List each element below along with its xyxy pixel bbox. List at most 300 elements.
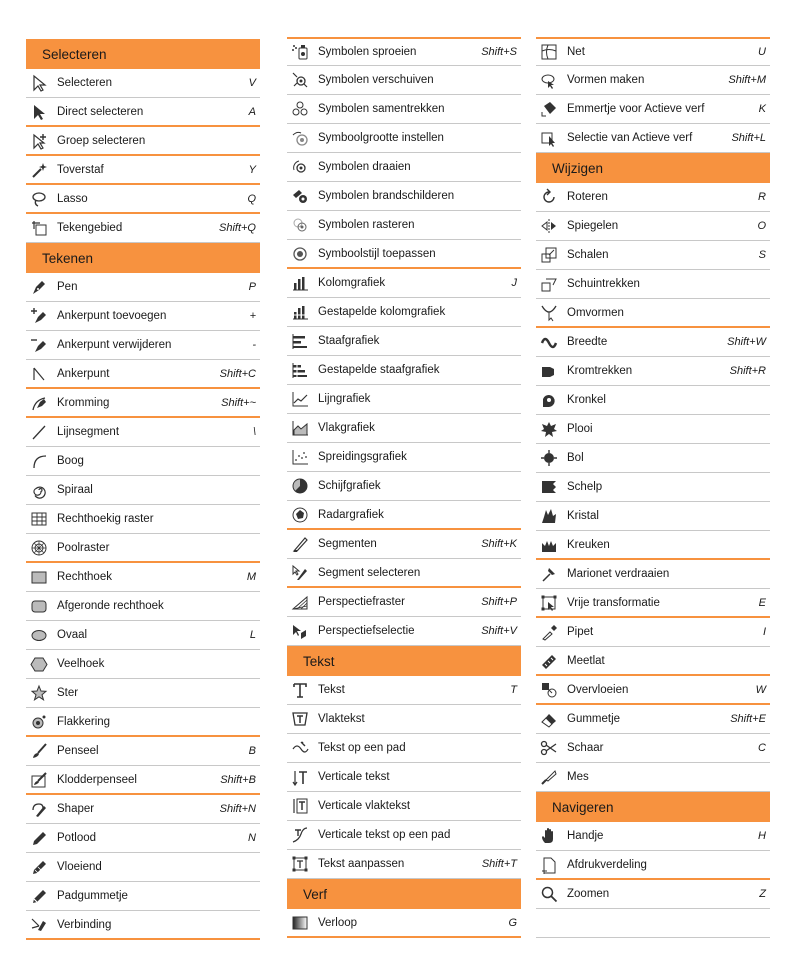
tool-label: Schijfgrafiek xyxy=(318,480,381,492)
print-tiling-icon xyxy=(539,855,559,875)
tool-row xyxy=(536,734,770,763)
width-icon xyxy=(539,332,559,352)
shortcut-key: Shift+V xyxy=(481,625,517,637)
tool-label: Flakkering xyxy=(57,715,111,728)
tool-row xyxy=(26,882,260,911)
shortcut-key: Shift+Q xyxy=(219,222,256,234)
tool-label: Lijngrafiek xyxy=(318,393,371,405)
shortcut-key: \ xyxy=(252,426,256,438)
magic-wand-icon xyxy=(29,160,49,180)
tool-label: Padgummetje xyxy=(57,890,128,902)
shortcut-key: Shift+~ xyxy=(221,396,256,409)
crystallize-icon xyxy=(539,506,559,526)
tool-row xyxy=(26,476,260,505)
polygon-icon xyxy=(29,654,49,674)
rotate-icon xyxy=(539,187,559,207)
tool-label: Potlood xyxy=(57,832,97,844)
measure-icon xyxy=(539,651,559,671)
tool-label: Gestapelde kolomgrafiek xyxy=(318,306,446,318)
pucker-icon xyxy=(539,419,559,439)
section-header: Selecteren xyxy=(26,39,260,69)
tool-row xyxy=(287,211,521,240)
tool-row xyxy=(26,418,260,447)
shortcut-key: Shift+R xyxy=(729,365,766,377)
shortcut-key: U xyxy=(758,46,766,58)
tool-label: Verloop xyxy=(318,916,358,929)
tool-label: Vormen maken xyxy=(567,74,645,86)
symbol-screener-icon xyxy=(290,215,310,235)
shortcut-key: Shift+K xyxy=(481,538,517,550)
line-segment-icon xyxy=(29,422,49,442)
tool-row xyxy=(287,559,521,588)
line-graph-icon xyxy=(290,389,310,409)
tool-label: Verticale tekst xyxy=(318,771,390,783)
eraser-icon xyxy=(539,709,559,729)
tool-row xyxy=(26,708,260,737)
polar-grid-icon xyxy=(29,538,49,558)
tool-label: Schelp xyxy=(567,481,603,493)
tool-row xyxy=(287,821,521,850)
symbol-styler-icon xyxy=(290,244,310,264)
tool-row xyxy=(287,124,521,153)
tool-row xyxy=(287,95,521,124)
tool-label: Tekengebied xyxy=(57,222,123,234)
tool-label: Pipet xyxy=(567,626,594,638)
tool-row xyxy=(287,298,521,327)
tool-label: Penseel xyxy=(57,745,99,757)
group-selection-icon xyxy=(29,131,49,151)
tool-row xyxy=(287,182,521,211)
tool-label: Vlaktekst xyxy=(318,713,365,725)
tool-label: Kronkel xyxy=(567,394,606,406)
shortcut-key: Shift+C xyxy=(219,367,256,380)
tool-label: Vrije transformatie xyxy=(567,596,660,609)
tool-label: Lasso xyxy=(57,192,88,205)
paintbrush-icon xyxy=(29,741,49,761)
tool-row xyxy=(26,447,260,476)
tool-label: Gestapelde staafgrafiek xyxy=(318,364,440,376)
tool-row xyxy=(536,95,770,124)
symbol-sprayer-icon xyxy=(290,42,310,62)
symbol-sizer-icon xyxy=(290,128,310,148)
rounded-rectangle-icon xyxy=(29,596,49,616)
tool-label: Direct selecteren xyxy=(57,105,144,118)
blob-brush-icon xyxy=(29,770,49,790)
tool-row xyxy=(26,360,260,389)
add-anchor-icon xyxy=(29,306,49,326)
tool-row xyxy=(287,66,521,95)
tool-label: Klodderpenseel xyxy=(57,773,137,786)
shortcut-key: Shift+T xyxy=(481,858,517,870)
shortcut-key: Shift+P xyxy=(481,596,517,608)
tool-row xyxy=(26,505,260,534)
tool-label: Kromtrekken xyxy=(567,365,633,377)
shortcut-key: Shift+W xyxy=(727,336,766,348)
tool-label: Rechthoek xyxy=(57,571,112,583)
symbol-scruncher-icon xyxy=(290,99,310,119)
live-paint-bucket-icon xyxy=(539,99,559,119)
area-type-icon xyxy=(290,709,310,729)
tool-row xyxy=(26,766,260,795)
tool-row xyxy=(26,650,260,679)
tool-row xyxy=(536,386,770,415)
eyedropper-icon xyxy=(539,622,559,642)
arc-icon xyxy=(29,451,49,471)
tool-label: Verticale vlaktekst xyxy=(318,800,411,812)
artboard-icon xyxy=(29,218,49,238)
tool-label: Kromming xyxy=(57,396,110,409)
tool-row xyxy=(287,909,521,938)
tool-label: Symboolgrootte instellen xyxy=(318,132,444,144)
tool-row xyxy=(287,327,521,356)
tool-label: Emmertje voor Actieve verf xyxy=(567,103,705,115)
tool-label: Radargrafiek xyxy=(318,508,384,521)
radar-graph-icon xyxy=(290,505,310,525)
selection-arrow-icon xyxy=(29,73,49,93)
tool-row xyxy=(26,331,260,360)
tool-label: Spreidingsgrafiek xyxy=(318,451,407,463)
tool-label: Kristal xyxy=(567,510,599,522)
tool-row xyxy=(287,240,521,269)
zoom-icon xyxy=(539,884,559,904)
tool-label: Selectie van Actieve verf xyxy=(567,132,693,144)
tool-column-1 xyxy=(26,37,260,940)
tool-label: Selecteren xyxy=(57,77,112,89)
tool-row xyxy=(287,153,521,182)
tool-row xyxy=(536,880,770,909)
tool-row xyxy=(287,530,521,559)
tool-label: Ankerpunt verwijderen xyxy=(57,339,172,351)
shortcut-key: B xyxy=(248,745,256,757)
section-header: Tekst xyxy=(287,646,521,676)
section-header: Wijzigen xyxy=(536,153,770,183)
tool-row xyxy=(536,502,770,531)
column-graph-icon xyxy=(290,273,310,293)
tool-label: Shaper xyxy=(57,803,95,815)
shaper-icon xyxy=(29,799,49,819)
free-transform-icon xyxy=(539,593,559,613)
live-paint-selection-icon xyxy=(539,128,559,148)
perspective-selection-icon xyxy=(290,621,310,641)
symbol-stainer-icon xyxy=(290,186,310,206)
section-header: Navigeren xyxy=(536,792,770,822)
tool-column-3 xyxy=(536,37,770,938)
warp-icon xyxy=(539,361,559,381)
scissors-icon xyxy=(539,738,559,758)
shortcut-key: Shift+N xyxy=(219,803,256,815)
shortcut-key: - xyxy=(252,339,256,351)
tool-label: Boog xyxy=(57,455,84,467)
scatter-graph-icon xyxy=(290,447,310,467)
tool-row xyxy=(287,705,521,734)
tool-row xyxy=(536,444,770,473)
tool-label: Roteren xyxy=(567,191,608,203)
tool-row xyxy=(287,414,521,443)
slice-select-icon xyxy=(290,563,310,583)
ellipse-icon xyxy=(29,625,49,645)
tool-row xyxy=(536,299,770,328)
tool-row xyxy=(26,824,260,853)
tool-label: Schaar xyxy=(567,742,604,754)
tool-row xyxy=(287,356,521,385)
tool-label: Verbinding xyxy=(57,918,112,931)
tool-row xyxy=(536,822,770,851)
reflect-icon xyxy=(539,216,559,236)
rectangle-icon xyxy=(29,567,49,587)
tool-row xyxy=(536,851,770,880)
tool-label: Ster xyxy=(57,687,79,699)
tool-row xyxy=(536,647,770,676)
slice-icon xyxy=(290,534,310,554)
perspective-grid-icon xyxy=(290,592,310,612)
join-icon xyxy=(29,915,49,935)
tool-label: Breedte xyxy=(567,336,608,348)
tool-label: Schuintrekken xyxy=(567,278,640,290)
puppet-warp-icon xyxy=(539,564,559,584)
tool-row xyxy=(536,531,770,560)
tool-row xyxy=(536,241,770,270)
lasso-icon xyxy=(29,189,49,209)
tool-row xyxy=(536,676,770,705)
tool-label: Poolraster xyxy=(57,541,110,554)
pie-graph-icon xyxy=(290,476,310,496)
tool-row xyxy=(536,473,770,502)
shortcut-key: P xyxy=(248,281,256,293)
shortcut-key: K xyxy=(758,103,766,115)
anchor-point-icon xyxy=(29,364,49,384)
scallop-icon xyxy=(539,477,559,497)
tool-row xyxy=(26,127,260,156)
tool-label: Handje xyxy=(567,830,604,842)
tool-label: Perspectiefraster xyxy=(318,596,405,608)
shortcut-key: Y xyxy=(248,163,256,176)
tool-label: Tekst aanpassen xyxy=(318,858,405,870)
shortcut-key: N xyxy=(248,832,256,844)
tool-row xyxy=(287,676,521,705)
direct-selection-icon xyxy=(29,102,49,122)
tool-row xyxy=(287,443,521,472)
tool-row xyxy=(26,795,260,824)
shortcut-key: I xyxy=(762,626,766,638)
tool-label: Symbolen rasteren xyxy=(318,219,415,231)
tool-label: Lijnsegment xyxy=(57,426,120,438)
tool-label: Ankerpunt toevoegen xyxy=(57,310,167,322)
tool-label: Symboolstijl toepassen xyxy=(318,247,436,260)
tool-row xyxy=(536,328,770,357)
tool-label: Marionet verdraaien xyxy=(567,568,670,580)
tool-row xyxy=(536,270,770,299)
stacked-bar-graph-icon xyxy=(290,360,310,380)
tool-label: Symbolen draaien xyxy=(318,161,411,173)
tool-row xyxy=(26,911,260,940)
tool-row xyxy=(287,269,521,298)
shortcut-key: Shift+B xyxy=(220,773,256,786)
shortcut-key: Shift+S xyxy=(481,46,517,58)
empty-row xyxy=(536,909,770,938)
tool-column-2 xyxy=(287,37,521,938)
tool-label: Groep selecteren xyxy=(57,134,146,147)
curvature-icon xyxy=(29,393,49,413)
tool-row xyxy=(536,589,770,618)
tool-label: Ankerpunt xyxy=(57,367,110,380)
shear-icon xyxy=(539,274,559,294)
type-icon xyxy=(290,680,310,700)
shape-builder-icon xyxy=(539,70,559,90)
tool-row xyxy=(536,212,770,241)
reshape-icon xyxy=(539,303,559,323)
touch-type-icon xyxy=(290,854,310,874)
hand-icon xyxy=(539,826,559,846)
tool-label: Kolomgrafiek xyxy=(318,277,386,289)
tool-label: Toverstaf xyxy=(57,163,104,176)
gradient-icon xyxy=(290,913,310,933)
bloat-icon xyxy=(539,448,559,468)
shortcut-key: M xyxy=(246,571,256,583)
tool-label: Ovaal xyxy=(57,629,88,641)
tool-row xyxy=(287,734,521,763)
shortcut-key: V xyxy=(248,77,256,89)
shortcut-key: T xyxy=(510,684,517,696)
tool-label: Zoomen xyxy=(567,888,610,900)
shortcut-key: + xyxy=(249,310,256,322)
tool-row xyxy=(287,763,521,792)
tool-label: Symbolen samentrekken xyxy=(318,103,445,115)
tool-row xyxy=(536,66,770,95)
tool-row xyxy=(287,472,521,501)
tool-row xyxy=(287,501,521,530)
tool-row xyxy=(26,621,260,650)
tool-label: Rechthoekig raster xyxy=(57,513,154,525)
tool-label: Vloeiend xyxy=(57,861,102,873)
tool-label: Bol xyxy=(567,452,584,464)
tool-row xyxy=(26,679,260,708)
tool-label: Schalen xyxy=(567,249,609,261)
tool-row xyxy=(536,357,770,386)
rectangular-grid-icon xyxy=(29,509,49,529)
symbol-spinner-icon xyxy=(290,157,310,177)
tool-row xyxy=(26,302,260,331)
tool-label: Staafgrafiek xyxy=(318,335,380,347)
wrinkle-icon xyxy=(539,535,559,555)
tool-row xyxy=(536,37,770,66)
symbol-shifter-icon xyxy=(290,70,310,90)
shortcut-key: J xyxy=(511,277,517,289)
tool-label: Segment selecteren xyxy=(318,566,421,579)
tool-row xyxy=(287,37,521,66)
tool-row xyxy=(287,385,521,414)
tool-label: Segmenten xyxy=(318,538,377,550)
tool-row xyxy=(26,273,260,302)
tool-row xyxy=(26,592,260,621)
shortcut-key: S xyxy=(758,249,766,261)
shortcut-key: Q xyxy=(247,192,256,205)
tool-row xyxy=(536,183,770,212)
pen-icon xyxy=(29,277,49,297)
tool-row xyxy=(536,415,770,444)
tool-row xyxy=(26,563,260,592)
shortcut-key: G xyxy=(508,916,517,929)
mesh-icon xyxy=(539,42,559,62)
tool-row xyxy=(287,588,521,617)
tool-label: Tekst op een pad xyxy=(318,742,406,754)
shortcut-key: Shift+M xyxy=(728,74,766,86)
pencil-icon xyxy=(29,828,49,848)
tool-label: Verticale tekst op een pad xyxy=(318,829,451,841)
shortcut-key: R xyxy=(758,191,766,203)
path-eraser-icon xyxy=(29,886,49,906)
twirl-icon xyxy=(539,390,559,410)
tool-label: Symbolen verschuiven xyxy=(318,74,434,86)
tool-row xyxy=(26,853,260,882)
tool-label: Spiegelen xyxy=(567,220,619,232)
tool-label: Afgeronde rechthoek xyxy=(57,600,164,612)
tool-label: Symbolen sproeien xyxy=(318,46,417,58)
tool-label: Omvormen xyxy=(567,306,624,319)
scale-icon xyxy=(539,245,559,265)
tool-row xyxy=(26,156,260,185)
tool-label: Net xyxy=(567,46,585,58)
vertical-type-on-path-icon xyxy=(290,825,310,845)
tool-row xyxy=(536,560,770,589)
tool-label: Tekst xyxy=(318,684,345,696)
tool-row xyxy=(287,792,521,821)
tool-row xyxy=(26,98,260,127)
tool-label: Overvloeien xyxy=(567,683,629,696)
tool-row xyxy=(536,618,770,647)
shortcut-key: Shift+E xyxy=(730,713,766,725)
shortcut-key: E xyxy=(758,596,766,609)
shortcut-key: C xyxy=(758,742,766,754)
tool-row xyxy=(536,124,770,153)
tool-label: Perspectiefselectie xyxy=(318,625,415,637)
shortcut-key: Shift+L xyxy=(731,132,766,144)
tool-row xyxy=(536,705,770,734)
tool-label: Meetlat xyxy=(567,654,605,667)
tool-row xyxy=(26,534,260,563)
bar-graph-icon xyxy=(290,331,310,351)
tool-row xyxy=(287,850,521,879)
stacked-column-graph-icon xyxy=(290,302,310,322)
shortcut-key: L xyxy=(249,629,256,641)
shortcut-key: A xyxy=(248,105,256,118)
section-header: Verf xyxy=(287,879,521,909)
tool-row xyxy=(26,389,260,418)
tool-label: Kreuken xyxy=(567,538,610,551)
tool-label: Afdrukverdeling xyxy=(567,858,647,871)
tool-label: Spiraal xyxy=(57,484,93,496)
shortcut-key: W xyxy=(755,683,766,696)
tool-label: Mes xyxy=(567,771,589,783)
delete-anchor-icon xyxy=(29,335,49,355)
tool-row xyxy=(26,69,260,98)
tool-label: Pen xyxy=(57,281,78,293)
shortcut-key: O xyxy=(757,220,766,232)
tool-label: Gummetje xyxy=(567,713,621,725)
blend-icon xyxy=(539,680,559,700)
spiral-icon xyxy=(29,480,49,500)
vertical-area-type-icon xyxy=(290,796,310,816)
shortcut-key: Z xyxy=(759,888,766,900)
flare-icon xyxy=(29,712,49,732)
tool-row xyxy=(26,214,260,243)
icon-placeholder xyxy=(539,913,559,933)
tool-label: Vlakgrafiek xyxy=(318,422,375,434)
tool-row xyxy=(287,617,521,646)
tool-label: Plooi xyxy=(567,423,593,435)
smooth-icon xyxy=(29,857,49,877)
section-header: Tekenen xyxy=(26,243,260,273)
area-graph-icon xyxy=(290,418,310,438)
